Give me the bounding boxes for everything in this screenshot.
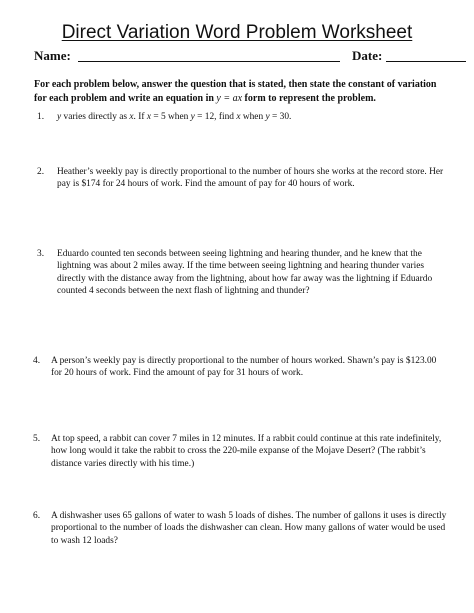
var-x: x [129, 112, 134, 122]
instructions-equation: y = ax [216, 93, 243, 104]
date-label: Date: [352, 48, 383, 63]
problem-number: 2. [37, 167, 45, 177]
problem-6 [33, 510, 449, 552]
text-part: = 5 when [151, 112, 191, 122]
problem-number: 1. [37, 112, 45, 122]
name-label: Name: [34, 48, 71, 63]
var-x: x [236, 112, 241, 122]
page-title: Direct Variation Word Problem Worksheet [61, 22, 413, 43]
var-y: y [190, 112, 195, 122]
problem-text [57, 111, 447, 123]
problem-number: 5. [33, 434, 41, 444]
text-part: = 30. [269, 112, 292, 122]
instructions-text-after: form to represent the problem. [242, 93, 376, 104]
problem-3 [37, 248, 449, 300]
problem-text: At top speed, a rabbit can cover 7 miles in 12 minutes. If a rabbit could continue at this rate indefinitely, how long would it take the rabbit to cross the 220-mile expanse of the Mojave Desert? (The rabbit’s distance varies directly with his time.) [51, 434, 442, 469]
text-part: when [240, 112, 266, 122]
var-y: y [57, 112, 62, 122]
date-blank-line [386, 48, 466, 62]
var-x: x [146, 112, 151, 122]
problem-4 [33, 355, 449, 385]
name-blank-line [78, 48, 340, 62]
problem-text: Heather’s weekly pay is directly proportional to the number of hours she works at the record store. Her pay is $174 for 24 hours of work. Find the amount of pay for 40 hours of work. [57, 167, 444, 190]
text-part: varies directly as [61, 112, 130, 122]
problem-text: A person’s weekly pay is directly proportional to the number of hours worked. Shawn’s pay is $123.00 for 20 hours of work. Find the amount of pay for 31 hours of work. [51, 356, 437, 379]
problem-number: 3. [37, 249, 45, 259]
instructions-text-before: For each problem below, answer the question that is stated, then state the constant of variation for each problem and write an equation in [34, 79, 437, 104]
var-y: y [265, 112, 270, 122]
instructions [34, 78, 449, 106]
problem-number: 4. [33, 356, 41, 366]
problem-text: A dishwasher uses 65 gallons of water to wash 5 loads of dishes. The number of gallons it uses is directly proportional to the number of loads the dishwasher can clean. How many gallons of water would be used to wash 12 loads? [51, 511, 447, 546]
problem-1 [37, 111, 447, 125]
problem-2 [37, 166, 449, 196]
text-part: = 12, find [194, 112, 237, 122]
text-part: . If [133, 112, 147, 122]
problem-number: 6. [33, 511, 41, 521]
problem-text: Eduardo counted ten seconds between seeing lightning and hearing thunder, and he knew that the lightning was about 2 miles away. If the time between seeing lightning and hearing thunder varies directly with the distance away from the lightning, about how far away was the lightning if Eduardo counted 4 seconds between the next flash of lightning and thunder? [57, 249, 433, 297]
problem-5 [33, 433, 449, 475]
